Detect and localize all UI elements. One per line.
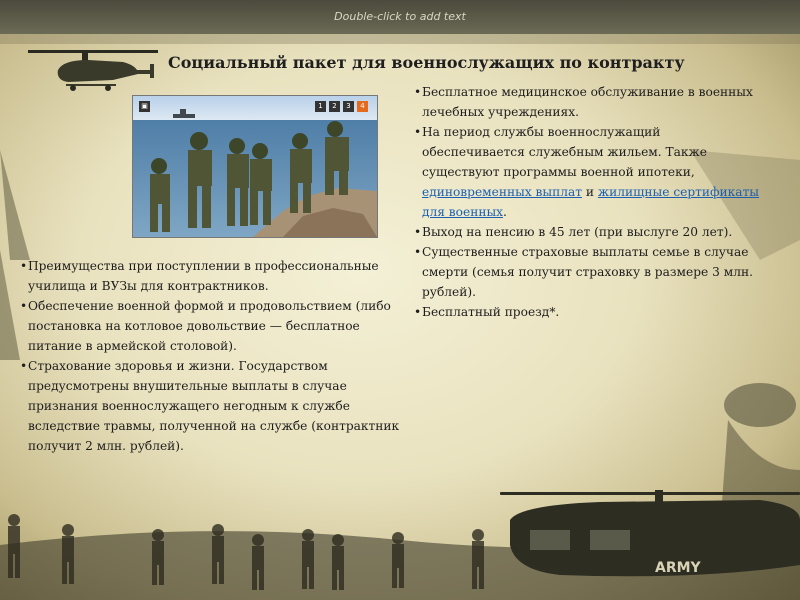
link-housing-certificates[interactable]: жилищные сертификаты для военных <box>422 185 760 219</box>
link-one-time-payments[interactable]: единовременных выплат <box>422 185 582 199</box>
bullet-insurance-family: • Существенные страховые выплаты семье в случае смерти (семья получит страховку в размере 3 млн. рублей). <box>414 242 764 302</box>
top-bar <box>0 0 800 34</box>
photo-nav-4[interactable]: 4 <box>357 101 368 112</box>
bullet-health-insurance: • Страхование здоровья и жизни. Государством предусмотрены внушительные выплаты в случае признания военнослужащего негодным к службе вследствие травмы, полученной на службе (контрактник получит 2 млн. рублей). <box>20 356 408 456</box>
photo-nav-1[interactable]: 1 <box>315 101 326 112</box>
left-text-column <box>20 256 408 456</box>
bullet-education: • Преимущества при поступлении в профессиональные училища и ВУЗы для контрактников. <box>20 256 408 296</box>
photo-slider[interactable] <box>132 95 378 238</box>
army-label: ARMY <box>655 560 701 576</box>
soldiers-photo <box>133 96 377 237</box>
housing-end: . <box>503 205 507 219</box>
bullet-uniform-food: • Обеспечение военной формой и продовольствием (либо постановка на котловое довольствие — бесплатное питание в армейской столовой). <box>20 296 408 356</box>
photo-nav-2[interactable]: 2 <box>329 101 340 112</box>
slide-title: Социальный пакет для военнослужащих по контракту <box>168 53 685 72</box>
left-bullet-list <box>20 256 408 456</box>
photo-expand-icon[interactable]: ▣ <box>139 101 150 112</box>
bullet-free-travel: • Бесплатный проезд*. <box>414 302 764 322</box>
add-text-hint[interactable]: Double-click to add text <box>334 10 466 23</box>
bullet-pension: • Выход на пенсию в 45 лет (при выслуге 20 лет). <box>414 222 764 242</box>
housing-and: и <box>582 185 598 199</box>
bullet-housing <box>414 122 764 222</box>
right-text-column <box>414 82 764 322</box>
helicopter-bottom-right <box>500 490 800 576</box>
right-bullet-list <box>414 82 764 322</box>
photo-nav-3[interactable]: 3 <box>343 101 354 112</box>
bullet-medical: • Бесплатное медицинское обслуживание в военных лечебных учреждениях. <box>414 82 764 122</box>
housing-text: На период службы военнослужащий обеспечивается служебным жильем. Также существуют программы военной ипотеки, <box>422 125 707 179</box>
